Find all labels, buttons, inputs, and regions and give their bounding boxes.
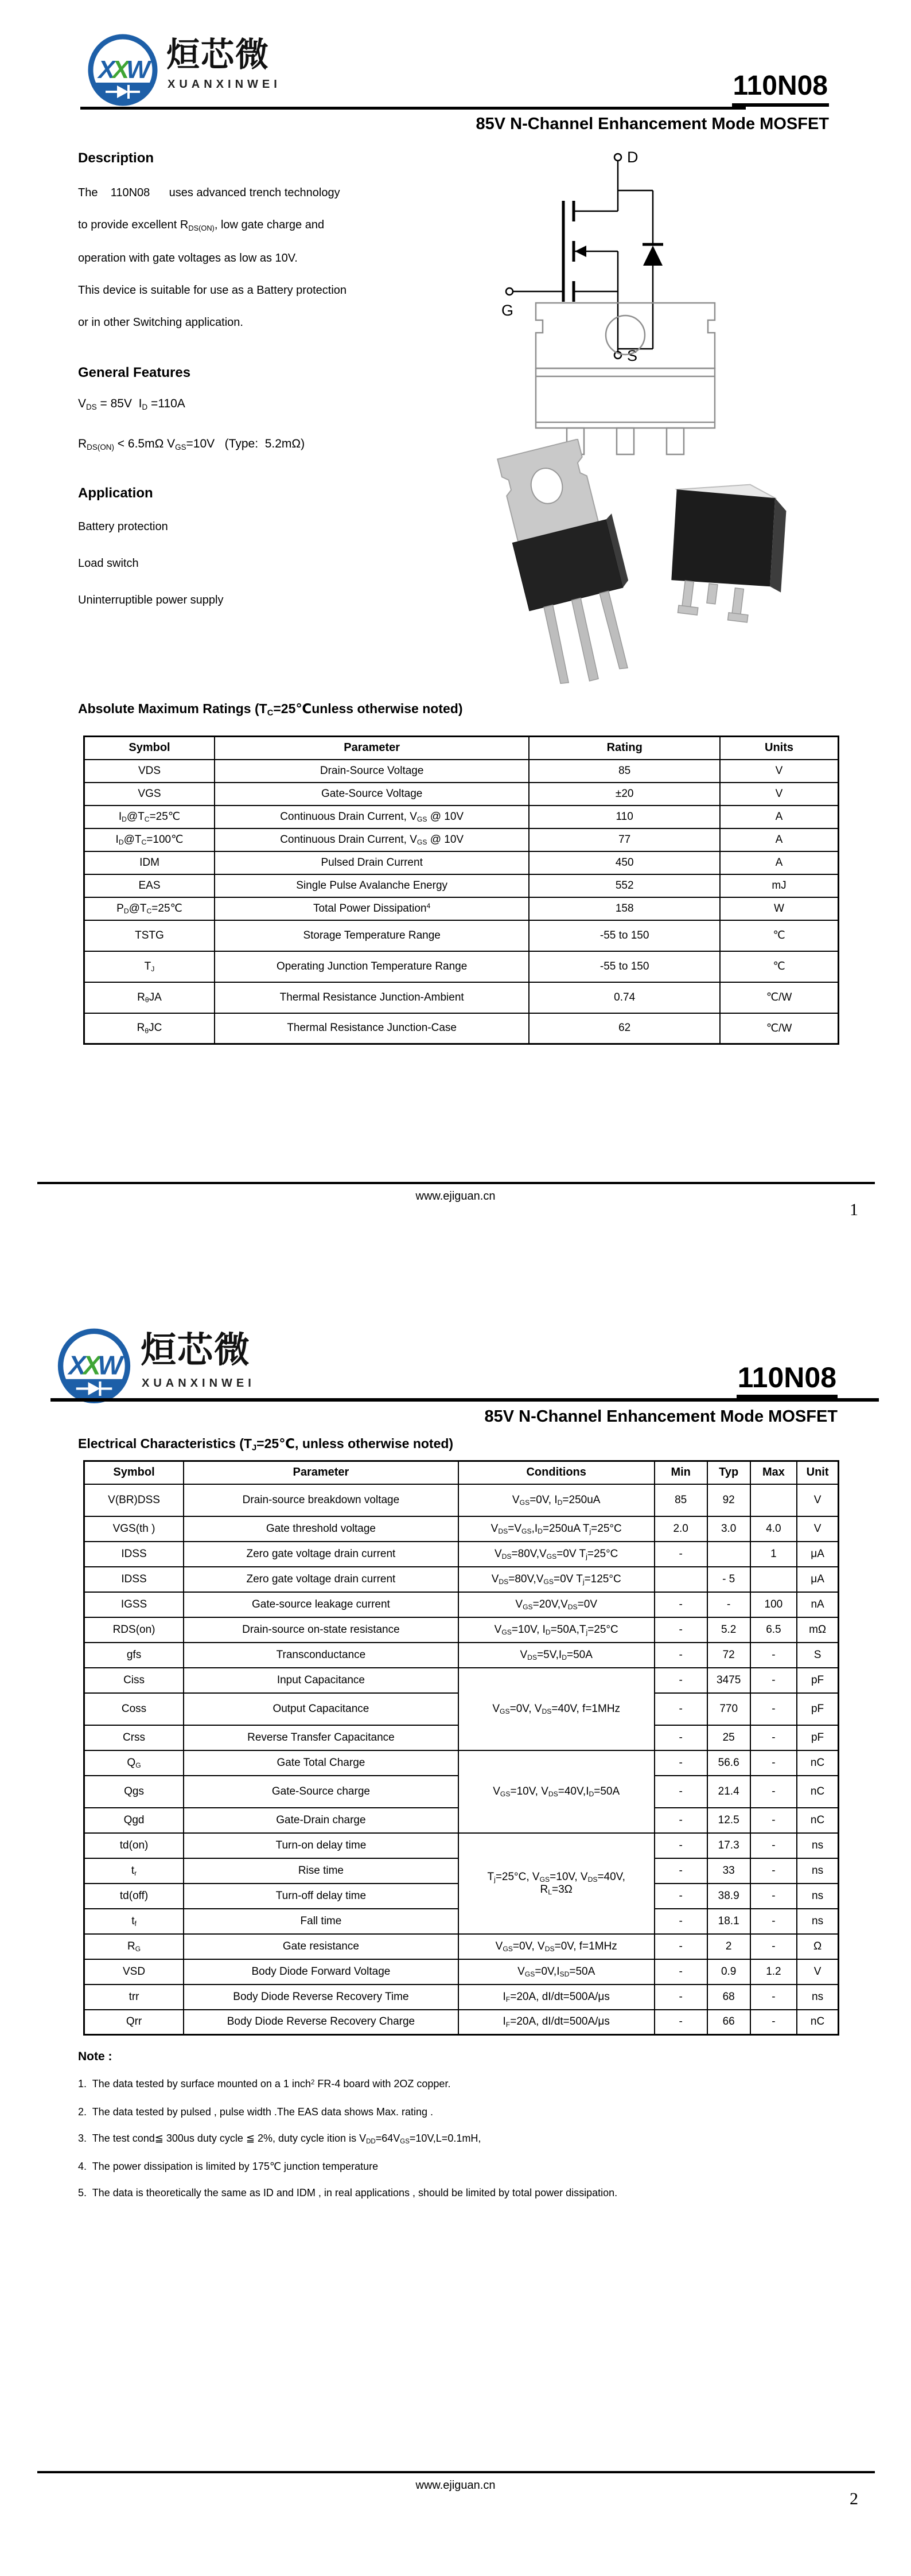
table-row: $R_\theta JC$ Thermal Resistance Junction-Case 62 ℃/W bbox=[84, 1013, 839, 1044]
table-row: $t_f$ Fall time - 18.1 - ns bbox=[84, 1909, 839, 1934]
table-row: V(BR)DSS Drain-source breakdown voltage $V_{GS}=0V$, $I_D=250uA$ 85 92 V bbox=[84, 1484, 839, 1516]
brand-name-en: XUANXINWEI bbox=[142, 1377, 255, 1390]
table-row: VGS(th ) Gate threshold voltage $V_{DS}=V_{GS},I_D=250uA$ $T_j=25^\circ C$ 2.0 3.0 4.0 V bbox=[84, 1516, 839, 1542]
gate-label: G bbox=[501, 302, 514, 319]
table-row: Qrr Body Diode Reverse Recovery Charge $I_F=20A$, dI/dt=500A/μs - 66 - nC bbox=[84, 2010, 839, 2035]
description-line: This device is suitable for use as a Battery protection bbox=[78, 284, 347, 297]
column-header: Parameter bbox=[215, 737, 529, 760]
package-outline-drawing bbox=[529, 298, 722, 458]
page-number: 2 bbox=[850, 2489, 858, 2508]
package-body-outline bbox=[536, 368, 715, 428]
drain-terminal bbox=[614, 154, 621, 161]
application-item: Battery protection bbox=[78, 520, 168, 533]
table-row: IDM Pulsed Drain Current 450 A bbox=[84, 851, 839, 874]
note-item: 5. The data is theoretically the same as ID and IDM , in real applications , should be limited by total power dissipation. bbox=[78, 2187, 618, 2198]
table-row: $I_D@T_C=100℃$ Continuous Drain Current, $V_{GS}$ @ 10V 77 A bbox=[84, 828, 839, 851]
table-row: $R_\theta JA$ Thermal Resistance Junction-Ambient 0.74 ℃/W bbox=[84, 982, 839, 1013]
table-header-row bbox=[84, 737, 839, 760]
description-line: or in other Switching application. bbox=[78, 316, 243, 329]
description-text bbox=[78, 177, 457, 338]
brand-logo bbox=[85, 22, 326, 114]
ec-heading: Electrical Characteristics ($T_J=25℃$, unless otherwise noted) bbox=[78, 1436, 454, 1453]
table-row: Qgd Gate-Drain charge - 12.5 - nC bbox=[84, 1808, 839, 1833]
merged-conditions-cell: $V_{GS}=0V$, $V_{DS}=40V$, f=1MHz bbox=[458, 1668, 655, 1750]
table-row: gfs Transconductance $V_{DS}=5V,I_D=50A$ - 72 - S bbox=[84, 1643, 839, 1668]
absolute-maximum-ratings-table bbox=[83, 736, 839, 1045]
note-item: 4. The power dissipation is limited by 175℃ junction temperature bbox=[78, 2161, 379, 2172]
source-label: S bbox=[627, 347, 638, 364]
column-header: Symbol bbox=[84, 737, 215, 760]
table-row: RDS(on) Drain-source on-state resistance $V_{GS}=10V$, $I_D=50A,T_j=25^\circ C$ - 5.2 6.5 mΩ bbox=[84, 1617, 839, 1643]
page-2 bbox=[0, 1288, 911, 2576]
note-item: 2. The data tested by pulsed , pulse width .The EAS data shows Max. rating . bbox=[78, 2106, 434, 2118]
column-header: Rating bbox=[529, 737, 720, 760]
header-rule bbox=[80, 107, 746, 110]
table-row: IDSS Zero gate voltage drain current $V_{DS}=80V,V_{GS}=0V$ $T_j=125^\circ C$ - 5 μA bbox=[84, 1567, 839, 1592]
footer-rule bbox=[37, 1182, 875, 1184]
column-header: Units bbox=[720, 737, 838, 760]
gate-terminal bbox=[506, 288, 513, 295]
package-tab-outline bbox=[536, 303, 715, 368]
column-header: Typ bbox=[707, 1461, 750, 1484]
table-row: IDSS Zero gate voltage drain current $V_{DS}=80V,V_{GS}=0V$ $T_j=25^\circ C$ - 1 μA bbox=[84, 1542, 839, 1567]
table-row: Coss Output Capacitance - 770 - pF bbox=[84, 1693, 839, 1725]
table-row: $t_r$ Rise time - 33 - ns bbox=[84, 1858, 839, 1884]
column-header: Max bbox=[750, 1461, 797, 1484]
footer-rule bbox=[37, 2471, 875, 2473]
description-line: operation with gate voltages as low as 10V. bbox=[78, 252, 298, 264]
table-row: Crss Reverse Transfer Capacitance - 25 - pF bbox=[84, 1725, 839, 1750]
part-number: 110N08 bbox=[737, 1361, 838, 1398]
electrical-characteristics-table bbox=[83, 1460, 839, 2036]
column-header: Min bbox=[655, 1461, 707, 1484]
brand-name-en: XUANXINWEI bbox=[168, 78, 281, 91]
table-row: td(on) Turn-on delay time $T_j=25^\circ C$, $V_{GS}=10V$, $V_{DS}=40V$, $R_L=3\Omega$ - 17.3 - ns bbox=[84, 1833, 839, 1858]
table-row: VDS Drain-Source Voltage 85 V bbox=[84, 760, 839, 783]
feature-line: $R_{DS(ON)} < 6.5m\Omega$ $V_{GS}=10V$ (Type: 5.2mΩ) bbox=[78, 437, 305, 452]
table-row: $P_D@T_C=25℃$ Total Power Dissipation$^4$ 158 W bbox=[84, 897, 839, 920]
note-item: 1. The data tested by surface mounted on a 1 inch$^2$ FR-4 board with 2OZ copper. bbox=[78, 2078, 451, 2089]
brand-name-cn: 烜芯微 bbox=[166, 36, 270, 73]
body-arrow-icon bbox=[575, 246, 586, 257]
table-row: VSD Body Diode Forward Voltage $V_{GS}=0V,I_{SD}=50A$ - 0.9 1.2 V bbox=[84, 1959, 839, 1984]
page-number: 1 bbox=[850, 1200, 858, 1219]
to220-package-image bbox=[492, 439, 650, 686]
header-rule bbox=[50, 1398, 879, 1402]
table-row: Ciss Input Capacitance $V_{GS}=0V$, $V_{DS}=40V$, f=1MHz - 3475 - pF bbox=[84, 1668, 839, 1693]
drain-label: D bbox=[627, 149, 639, 166]
column-header: Unit bbox=[797, 1461, 838, 1484]
column-header: Symbol bbox=[84, 1461, 184, 1484]
table-row: IGSS Gate-source leakage current $V_{GS}=20V,V_{DS}=0V$ - - 100 nA bbox=[84, 1592, 839, 1617]
package-photos bbox=[490, 439, 795, 686]
general-features-heading: General Features bbox=[78, 365, 191, 380]
feature-line: $V_{DS} = 85V$ $I_D =110A$ bbox=[78, 397, 185, 411]
application-heading: Application bbox=[78, 485, 153, 501]
table-row: $T_J$ Operating Junction Temperature Range -55 to 150 ℃ bbox=[84, 951, 839, 982]
brand-name-cn: 烜芯微 bbox=[141, 1330, 251, 1370]
footer-url: www.ejiguan.cn bbox=[415, 1190, 496, 1203]
logo-acronym: XXW bbox=[98, 56, 147, 84]
table-row: $I_D@T_C=25℃$ Continuous Drain Current, $V_{GS}$ @ 10V 110 A bbox=[84, 806, 839, 828]
table-row: EAS Single Pulse Avalanche Energy 552 mJ bbox=[84, 874, 839, 897]
note-item: 3. The test cond≦ 300us duty cycle ≦ 2%, duty cycle ition is $V_{DD}=64V_{GS}=10V,L=0.1mH$, bbox=[78, 2133, 481, 2146]
page-subtitle: 85V N-Channel Enhancement Mode MOSFET bbox=[484, 1407, 838, 1426]
application-list bbox=[78, 508, 223, 618]
merged-conditions-cell: $V_{GS}=10V$, $V_{DS}=40V,I_D=50A$ bbox=[458, 1750, 655, 1833]
table-row: $Q_G$ Gate Total Charge $V_{GS}=10V$, $V_{DS}=40V,I_D=50A$ - 56.6 - nC bbox=[84, 1750, 839, 1776]
table-row: Qgs Gate-Source charge - 21.4 - nC bbox=[84, 1776, 839, 1808]
column-header: Parameter bbox=[184, 1461, 458, 1484]
notes-list bbox=[78, 2071, 847, 2206]
d2pak-package-image bbox=[661, 476, 793, 626]
table-row: $R_G$ Gate resistance $V_{GS}=0V$, $V_{DS}=0V$, f=1MHz - 2 - Ω bbox=[84, 1934, 839, 1959]
part-number: 110N08 bbox=[732, 70, 830, 107]
application-item: Load switch bbox=[78, 557, 139, 570]
amr-heading: Absolute Maximum Ratings ($T_C=25℃unless$ otherwise noted) bbox=[78, 701, 463, 718]
note-heading: Note : bbox=[78, 2050, 112, 2063]
footer-url: www.ejiguan.cn bbox=[415, 2479, 496, 2492]
table-row: TSTG Storage Temperature Range -55 to 150 ℃ bbox=[84, 920, 839, 951]
logo-acronym: XXW bbox=[68, 1350, 120, 1380]
table-row: trr Body Diode Reverse Recovery Time $I_F=20A$, dI/dt=500A/μs - 68 - ns bbox=[84, 1984, 839, 2010]
table-header-row bbox=[84, 1461, 839, 1484]
table-row: VGS Gate-Source Voltage ±20 V bbox=[84, 783, 839, 806]
body-diode-icon bbox=[643, 246, 663, 266]
mounting-hole bbox=[606, 316, 645, 355]
description-heading: Description bbox=[78, 150, 154, 166]
application-item: Uninterruptible power supply bbox=[78, 594, 224, 606]
column-header: Conditions bbox=[458, 1461, 655, 1484]
description-line: The 110N08 uses advanced trench technology bbox=[78, 186, 340, 199]
description-line: to provide excellent $R_{DS(ON)}$, low gate charge and bbox=[78, 219, 325, 232]
table-row: td(off) Turn-off delay time - 38.9 - ns bbox=[84, 1884, 839, 1909]
brand-logo-icon bbox=[85, 33, 161, 112]
merged-conditions-cell: $T_j=25^\circ C$, $V_{GS}=10V$, $V_{DS}=40V$, $R_L=3\Omega$ bbox=[458, 1833, 655, 1934]
page-subtitle: 85V N-Channel Enhancement Mode MOSFET bbox=[476, 115, 829, 133]
